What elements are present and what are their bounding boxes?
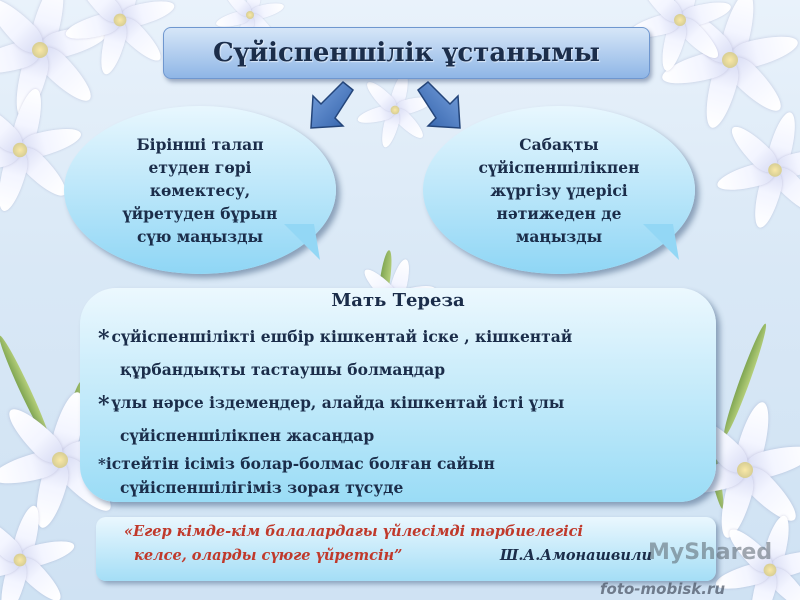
flower-center <box>14 554 27 567</box>
flower-center <box>13 143 27 157</box>
bullet-star-icon: * <box>98 392 110 418</box>
bubble-left-line: сүю маңызды <box>137 226 263 246</box>
flower-center <box>764 564 777 577</box>
epigraph-line-2: келсе, оларды сүюге үйретсін” <box>134 547 403 564</box>
flower-center <box>32 42 48 58</box>
bubble-right-line: Сабақты <box>519 134 599 154</box>
bubble-left-text <box>105 133 295 248</box>
flower-center <box>722 52 738 68</box>
bullet-star-icon: * <box>98 326 110 352</box>
myshared-watermark: MyShared <box>648 540 773 565</box>
flower-center <box>114 14 127 27</box>
flower-center <box>737 462 753 478</box>
flower-center <box>391 106 400 115</box>
quote-item-1-cont: құрбандықты тастаушы болмаңдар <box>120 360 446 379</box>
bullet-star-icon: * <box>98 455 106 473</box>
bubble-left-line: Бірінші талап <box>136 134 264 154</box>
quote-text: сүйіспеншілікті ешбір кішкентай іске , кішкентай <box>111 327 573 346</box>
bubble-right-line: нәтижеден де <box>496 203 622 223</box>
speech-bubble-left <box>64 106 336 274</box>
quote-text: істейтін ісіміз болар-болмас болған сайын <box>105 454 495 473</box>
epigraph-author: Ш.А.Амонашвили <box>500 547 653 564</box>
quote-item-1 <box>98 326 572 352</box>
bubble-left-line: етуден гөрі <box>148 157 252 177</box>
quote-item-2-cont: сүйіспеншілікпен жасаңдар <box>120 426 375 445</box>
flower-center <box>674 14 686 26</box>
epigraph-line-1: «Егер кімде-кім балалардағы үйлесімді тәрбиелегісі <box>124 523 583 540</box>
epigraph-panel <box>96 517 716 581</box>
title-banner <box>163 27 650 79</box>
quote-heading: Мать Тереза <box>331 290 465 311</box>
page-title: Сүйіспеншілік ұстанымы <box>213 38 600 68</box>
bubble-left-line: үйретуден бұрын <box>122 203 278 223</box>
arrow-down-left-icon <box>303 78 361 136</box>
flower-center <box>52 452 68 468</box>
quote-text: ұлы нәрсе іздемеңдер, алайда кішкентай істі ұлы <box>111 393 565 412</box>
bubble-right-text <box>464 133 654 248</box>
foto-watermark: foto-mobisk.ru <box>600 580 726 598</box>
speech-bubble-right <box>423 106 695 274</box>
bubble-right-line: жүргізу үдерісі <box>490 180 628 200</box>
quote-panel <box>80 288 716 502</box>
bubble-left-line: көмектесу, <box>149 180 251 200</box>
bubble-right-line: маңызды <box>515 226 603 246</box>
quote-item-2 <box>98 392 564 418</box>
arrow-down-right-icon <box>410 78 468 136</box>
quote-item-3-cont: сүйіспеншілігіміз зорая түсуде <box>120 478 404 497</box>
bubble-right-line: сүйіспеншілікпен <box>478 157 640 177</box>
flower-center <box>246 11 254 19</box>
flower-center <box>768 163 782 177</box>
quote-item-3 <box>98 454 495 473</box>
